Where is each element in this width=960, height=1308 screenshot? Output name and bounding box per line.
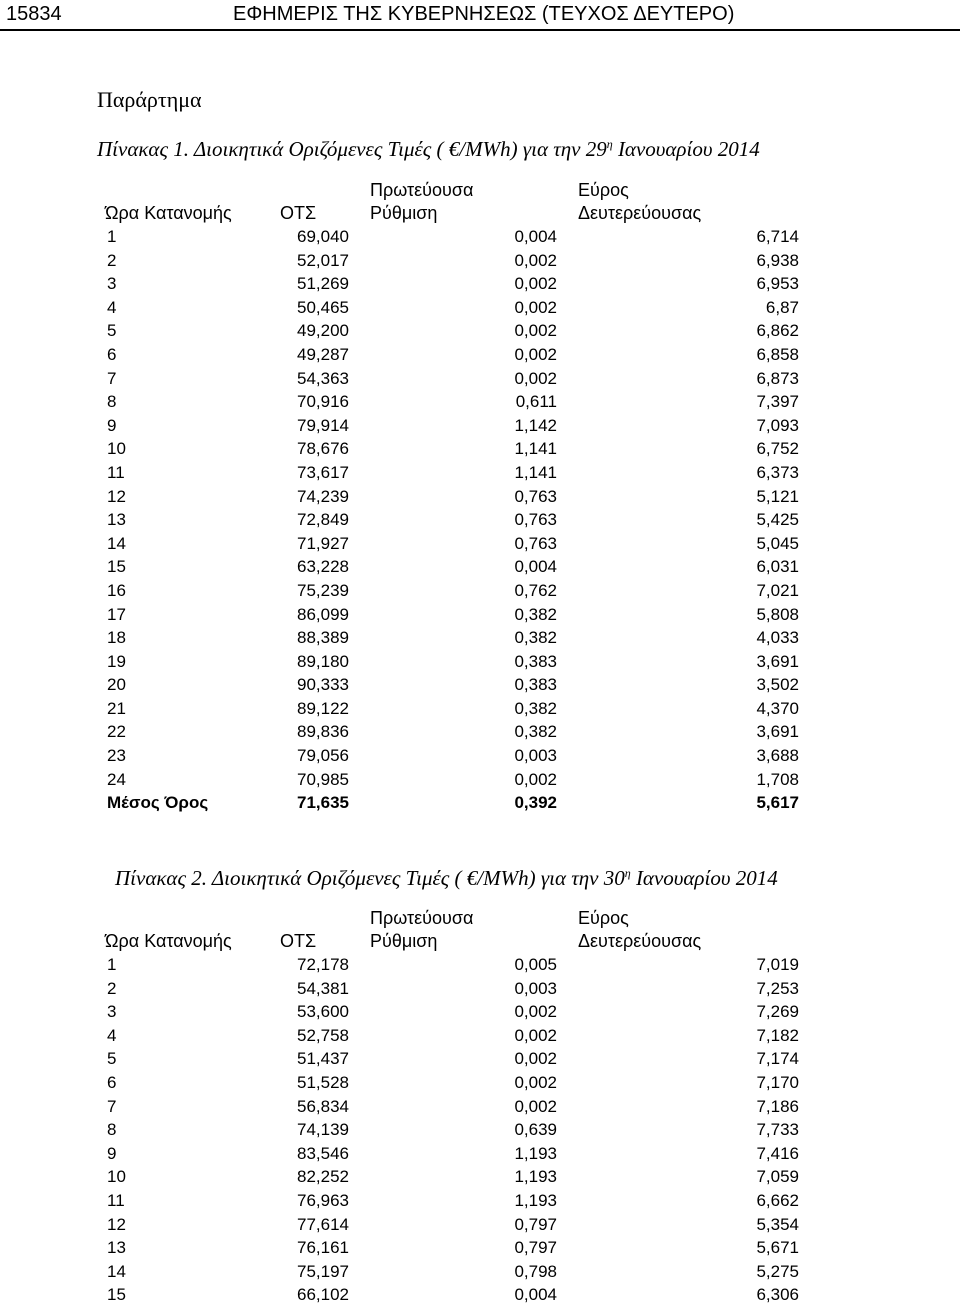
table-row [0, 698, 960, 722]
table-row [0, 627, 960, 651]
secondary-range-cell: 7,019 [756, 955, 799, 974]
col-range-header-line1: Εύρος [578, 908, 629, 928]
primary-regulation-cell: 0,762 [514, 580, 557, 600]
secondary-range-cell: 4,033 [756, 628, 799, 648]
primary-regulation-cell: 0,382 [514, 628, 557, 648]
table2-caption [115, 866, 778, 891]
page-number: 15834 [6, 3, 62, 25]
ots-cell: 72,849 [297, 510, 349, 530]
table-row [0, 486, 960, 510]
primary-regulation-cell: 0,797 [514, 1214, 557, 1234]
table-row [0, 250, 960, 274]
primary-regulation-cell: 0,383 [514, 651, 557, 671]
ots-cell: 82,252 [297, 1167, 349, 1187]
table-row [0, 604, 960, 628]
col-ots-header: ΟΤΣ [280, 931, 317, 951]
table1-header [0, 180, 960, 226]
secondary-range-cell: 6,87 [765, 297, 799, 317]
primary-regulation-cell: 0,002 [514, 321, 557, 341]
hour-cell: 4 [107, 1025, 117, 1045]
table1-caption-text: Πίνακας 1. Διοικητικά Οριζόμενες Τιμές ( €/MWh) για την 29 [97, 137, 607, 161]
table1-body [0, 226, 960, 816]
col-range-header-line2: Δευτερεύουσας [578, 203, 702, 223]
ots-cell: 79,056 [297, 746, 349, 766]
ots-cell: 71,635 [297, 793, 349, 813]
table-row [0, 769, 960, 793]
prices-table-2 [0, 908, 960, 1308]
ots-cell: 79,914 [297, 415, 349, 435]
table2-caption-text: Πίνακας 2. Διοικητικά Οριζόμενες Τιμές ( €/MWh) για την 30 [115, 866, 625, 890]
primary-regulation-cell: 0,003 [514, 978, 557, 998]
ots-cell: 54,381 [297, 978, 349, 998]
ots-cell: 73,617 [297, 462, 349, 482]
table-row [0, 1166, 960, 1190]
primary-regulation-cell: 0,002 [514, 297, 557, 317]
ots-cell: 54,363 [297, 368, 349, 388]
average-row [0, 792, 960, 816]
secondary-range-cell: 5,121 [756, 486, 799, 506]
ots-cell: 51,437 [297, 1049, 349, 1069]
primary-regulation-cell: 0,763 [514, 533, 557, 553]
primary-regulation-cell: 0,002 [514, 274, 557, 294]
ots-cell: 74,139 [297, 1120, 349, 1140]
col-hour-header: Ώρα Κατανομής [105, 203, 232, 223]
hour-cell: 21 [107, 698, 126, 718]
primary-regulation-cell: 0,392 [514, 793, 557, 813]
ots-cell: 75,239 [297, 580, 349, 600]
secondary-range-cell: 7,186 [756, 1096, 799, 1116]
ots-cell: 51,528 [297, 1072, 349, 1092]
table-row [0, 651, 960, 675]
ots-cell: 66,102 [297, 1285, 349, 1305]
table-row [0, 1048, 960, 1072]
secondary-range-cell: 6,873 [756, 368, 799, 388]
hour-cell: 11 [107, 1190, 125, 1210]
hour-cell: 14 [107, 533, 126, 553]
hour-cell: 20 [107, 675, 126, 695]
secondary-range-cell: 6,862 [756, 321, 799, 341]
table-row [0, 320, 960, 344]
hour-cell: 9 [107, 1143, 117, 1163]
prices-table-1 [0, 180, 960, 816]
table-row [0, 954, 960, 978]
col-range-header-line1: Εύρος [578, 180, 629, 200]
primary-regulation-cell: 0,003 [514, 746, 557, 766]
hour-cell: 9 [107, 415, 117, 435]
table-row [0, 1001, 960, 1025]
secondary-range-cell: 7,174 [756, 1049, 799, 1069]
table-row [0, 391, 960, 415]
primary-regulation-cell: 0,798 [514, 1261, 557, 1281]
hour-cell: 17 [107, 604, 126, 624]
hour-cell: 5 [107, 1049, 117, 1069]
ots-cell: 83,546 [297, 1143, 349, 1163]
primary-regulation-cell: 0,763 [514, 510, 557, 530]
secondary-range-cell: 6,714 [756, 227, 799, 246]
table-row [0, 438, 960, 462]
secondary-range-cell: 7,059 [756, 1167, 799, 1187]
col-primary-header-line2: Ρύθμιση [370, 203, 438, 223]
primary-regulation-cell: 0,002 [514, 1072, 557, 1092]
table2-caption-date: Ιανουαρίου 2014 [630, 866, 778, 890]
page-header [0, 0, 960, 32]
ots-cell: 71,927 [297, 533, 349, 553]
ots-cell: 78,676 [297, 439, 349, 459]
hour-cell: 13 [107, 510, 126, 530]
hour-cell: 1 [107, 955, 117, 974]
hour-cell: Μέσος Όρος [107, 793, 209, 813]
table1-caption-sup: η [606, 137, 613, 151]
hour-cell: 10 [107, 1167, 126, 1187]
table-row [0, 368, 960, 392]
ots-cell: 52,017 [297, 250, 349, 270]
col-hour-header: Ώρα Κατανομής [105, 931, 232, 951]
hour-cell: 1 [107, 227, 117, 246]
primary-regulation-cell: 0,002 [514, 1002, 557, 1022]
primary-regulation-cell: 0,611 [515, 392, 557, 412]
header-divider [0, 29, 960, 31]
hour-cell: 4 [107, 297, 117, 317]
hour-cell: 15 [107, 557, 126, 577]
secondary-range-cell: 7,416 [756, 1143, 799, 1163]
primary-regulation-cell: 0,002 [514, 250, 557, 270]
secondary-range-cell: 7,182 [756, 1025, 799, 1045]
hour-cell: 3 [107, 274, 117, 294]
primary-regulation-cell: 0,004 [514, 227, 557, 246]
primary-regulation-cell: 0,004 [514, 557, 557, 577]
table-row [0, 226, 960, 250]
secondary-range-cell: 7,093 [756, 415, 799, 435]
ots-cell: 90,333 [297, 675, 349, 695]
table-row [0, 533, 960, 557]
ots-cell: 50,465 [297, 297, 349, 317]
primary-regulation-cell: 0,002 [514, 1096, 557, 1116]
table-row [0, 1096, 960, 1120]
secondary-range-cell: 6,662 [756, 1190, 799, 1210]
primary-regulation-cell: 0,382 [514, 722, 557, 742]
hour-cell: 6 [107, 344, 117, 364]
table-row [0, 1261, 960, 1285]
table-row [0, 1190, 960, 1214]
primary-regulation-cell: 1,141 [514, 439, 557, 459]
secondary-range-cell: 3,688 [756, 746, 799, 766]
hour-cell: 24 [107, 769, 126, 789]
secondary-range-cell: 5,617 [756, 793, 799, 813]
col-ots-header: ΟΤΣ [280, 203, 317, 223]
table-row [0, 1025, 960, 1049]
table-row [0, 1119, 960, 1143]
table-row [0, 721, 960, 745]
table-row [0, 1143, 960, 1167]
col-primary-header-line1: Πρωτεύουσα [370, 180, 474, 200]
ots-cell: 51,269 [297, 274, 349, 294]
hour-cell: 13 [107, 1238, 126, 1258]
hour-cell: 19 [107, 651, 126, 671]
secondary-range-cell: 3,691 [756, 651, 799, 671]
ots-cell: 88,389 [297, 628, 349, 648]
table2-body [0, 954, 960, 1308]
primary-regulation-cell: 0,002 [514, 368, 557, 388]
ots-cell: 63,228 [297, 557, 349, 577]
hour-cell: 5 [107, 321, 117, 341]
primary-regulation-cell: 0,005 [514, 955, 557, 974]
secondary-range-cell: 1,708 [756, 769, 799, 789]
ots-cell: 74,239 [297, 486, 349, 506]
primary-regulation-cell: 0,763 [514, 486, 557, 506]
primary-regulation-cell: 1,142 [514, 415, 557, 435]
secondary-range-cell: 5,275 [756, 1261, 799, 1281]
ots-cell: 53,600 [297, 1002, 349, 1022]
table-row [0, 415, 960, 439]
hour-cell: 10 [107, 439, 126, 459]
secondary-range-cell: 7,397 [756, 392, 799, 412]
secondary-range-cell: 5,671 [756, 1238, 799, 1258]
ots-cell: 86,099 [297, 604, 349, 624]
ots-cell: 76,161 [297, 1238, 349, 1258]
secondary-range-cell: 6,938 [756, 250, 799, 270]
table-row [0, 1072, 960, 1096]
primary-regulation-cell: 0,797 [514, 1238, 557, 1258]
hour-cell: 7 [107, 368, 117, 388]
primary-regulation-cell: 0,004 [514, 1285, 557, 1305]
primary-regulation-cell: 0,639 [514, 1120, 557, 1140]
col-primary-header-line2: Ρύθμιση [370, 931, 438, 951]
secondary-range-cell: 5,808 [756, 604, 799, 624]
hour-cell: 7 [107, 1096, 117, 1116]
ots-cell: 70,916 [297, 392, 349, 412]
table1-caption-date: Ιανουαρίου 2014 [612, 137, 760, 161]
table-row [0, 978, 960, 1002]
secondary-range-cell: 6,752 [756, 439, 799, 459]
ots-cell: 77,614 [297, 1214, 349, 1234]
ots-cell: 56,834 [297, 1096, 349, 1116]
ots-cell: 72,178 [297, 955, 349, 974]
ots-cell: 89,180 [297, 651, 349, 671]
table-row [0, 273, 960, 297]
primary-regulation-cell: 0,002 [514, 769, 557, 789]
secondary-range-cell: 7,021 [756, 580, 799, 600]
primary-regulation-cell: 0,002 [514, 1049, 557, 1069]
hour-cell: 2 [107, 250, 117, 270]
annex-title: Παράρτημα [97, 87, 202, 112]
hour-cell: 15 [107, 1285, 126, 1305]
secondary-range-cell: 6,306 [756, 1285, 799, 1305]
secondary-range-cell: 6,953 [756, 274, 799, 294]
ots-cell: 70,985 [297, 769, 349, 789]
secondary-range-cell: 3,502 [756, 675, 799, 695]
hour-cell: 3 [107, 1002, 117, 1022]
table-row [0, 674, 960, 698]
table-row [0, 297, 960, 321]
hour-cell: 6 [107, 1072, 117, 1092]
ots-cell: 49,287 [297, 344, 349, 364]
ots-cell: 75,197 [297, 1261, 349, 1281]
hour-cell: 22 [107, 722, 126, 742]
hour-cell: 8 [107, 1120, 117, 1140]
primary-regulation-cell: 0,383 [514, 675, 557, 695]
ots-cell: 52,758 [297, 1025, 349, 1045]
table2-caption-sup: η [624, 866, 631, 880]
primary-regulation-cell: 0,382 [514, 698, 557, 718]
ots-cell: 89,836 [297, 722, 349, 742]
table-row [0, 745, 960, 769]
table-row [0, 509, 960, 533]
secondary-range-cell: 6,031 [756, 557, 799, 577]
ots-cell: 89,122 [297, 698, 349, 718]
table-row [0, 1237, 960, 1261]
ots-cell: 76,963 [297, 1190, 349, 1210]
table-row [0, 1284, 960, 1308]
table-row [0, 344, 960, 368]
table1-caption [97, 137, 760, 162]
hour-cell: 14 [107, 1261, 126, 1281]
primary-regulation-cell: 1,193 [514, 1167, 557, 1187]
table-row [0, 462, 960, 486]
secondary-range-cell: 3,691 [756, 722, 799, 742]
gazette-title: ΕΦΗΜΕΡΙΣ ΤΗΣ ΚΥΒΕΡΝΗΣΕΩΣ (ΤΕΥΧΟΣ ΔΕΥΤΕΡΟ) [233, 3, 735, 25]
secondary-range-cell: 4,370 [756, 698, 799, 718]
primary-regulation-cell: 1,193 [514, 1143, 557, 1163]
secondary-range-cell: 7,269 [756, 1002, 799, 1022]
primary-regulation-cell: 0,002 [514, 344, 557, 364]
table-row [0, 1214, 960, 1238]
hour-cell: 12 [107, 1214, 126, 1234]
secondary-range-cell: 5,425 [756, 510, 799, 530]
hour-cell: 16 [107, 580, 126, 600]
hour-cell: 11 [107, 462, 125, 482]
hour-cell: 2 [107, 978, 117, 998]
hour-cell: 12 [107, 486, 126, 506]
secondary-range-cell: 7,170 [756, 1072, 799, 1092]
col-primary-header-line1: Πρωτεύουσα [370, 908, 474, 928]
table-row [0, 580, 960, 604]
primary-regulation-cell: 0,382 [514, 604, 557, 624]
secondary-range-cell: 7,253 [756, 978, 799, 998]
hour-cell: 8 [107, 392, 117, 412]
secondary-range-cell: 7,733 [756, 1120, 799, 1140]
secondary-range-cell: 6,858 [756, 344, 799, 364]
secondary-range-cell: 5,354 [756, 1214, 799, 1234]
primary-regulation-cell: 1,193 [514, 1190, 557, 1210]
table-row [0, 556, 960, 580]
hour-cell: 23 [107, 746, 126, 766]
hour-cell: 18 [107, 628, 126, 648]
ots-cell: 69,040 [297, 227, 349, 246]
table2-header [0, 908, 960, 954]
primary-regulation-cell: 1,141 [514, 462, 557, 482]
secondary-range-cell: 6,373 [756, 462, 799, 482]
primary-regulation-cell: 0,002 [514, 1025, 557, 1045]
col-range-header-line2: Δευτερεύουσας [578, 931, 702, 951]
ots-cell: 49,200 [297, 321, 349, 341]
secondary-range-cell: 5,045 [756, 533, 799, 553]
